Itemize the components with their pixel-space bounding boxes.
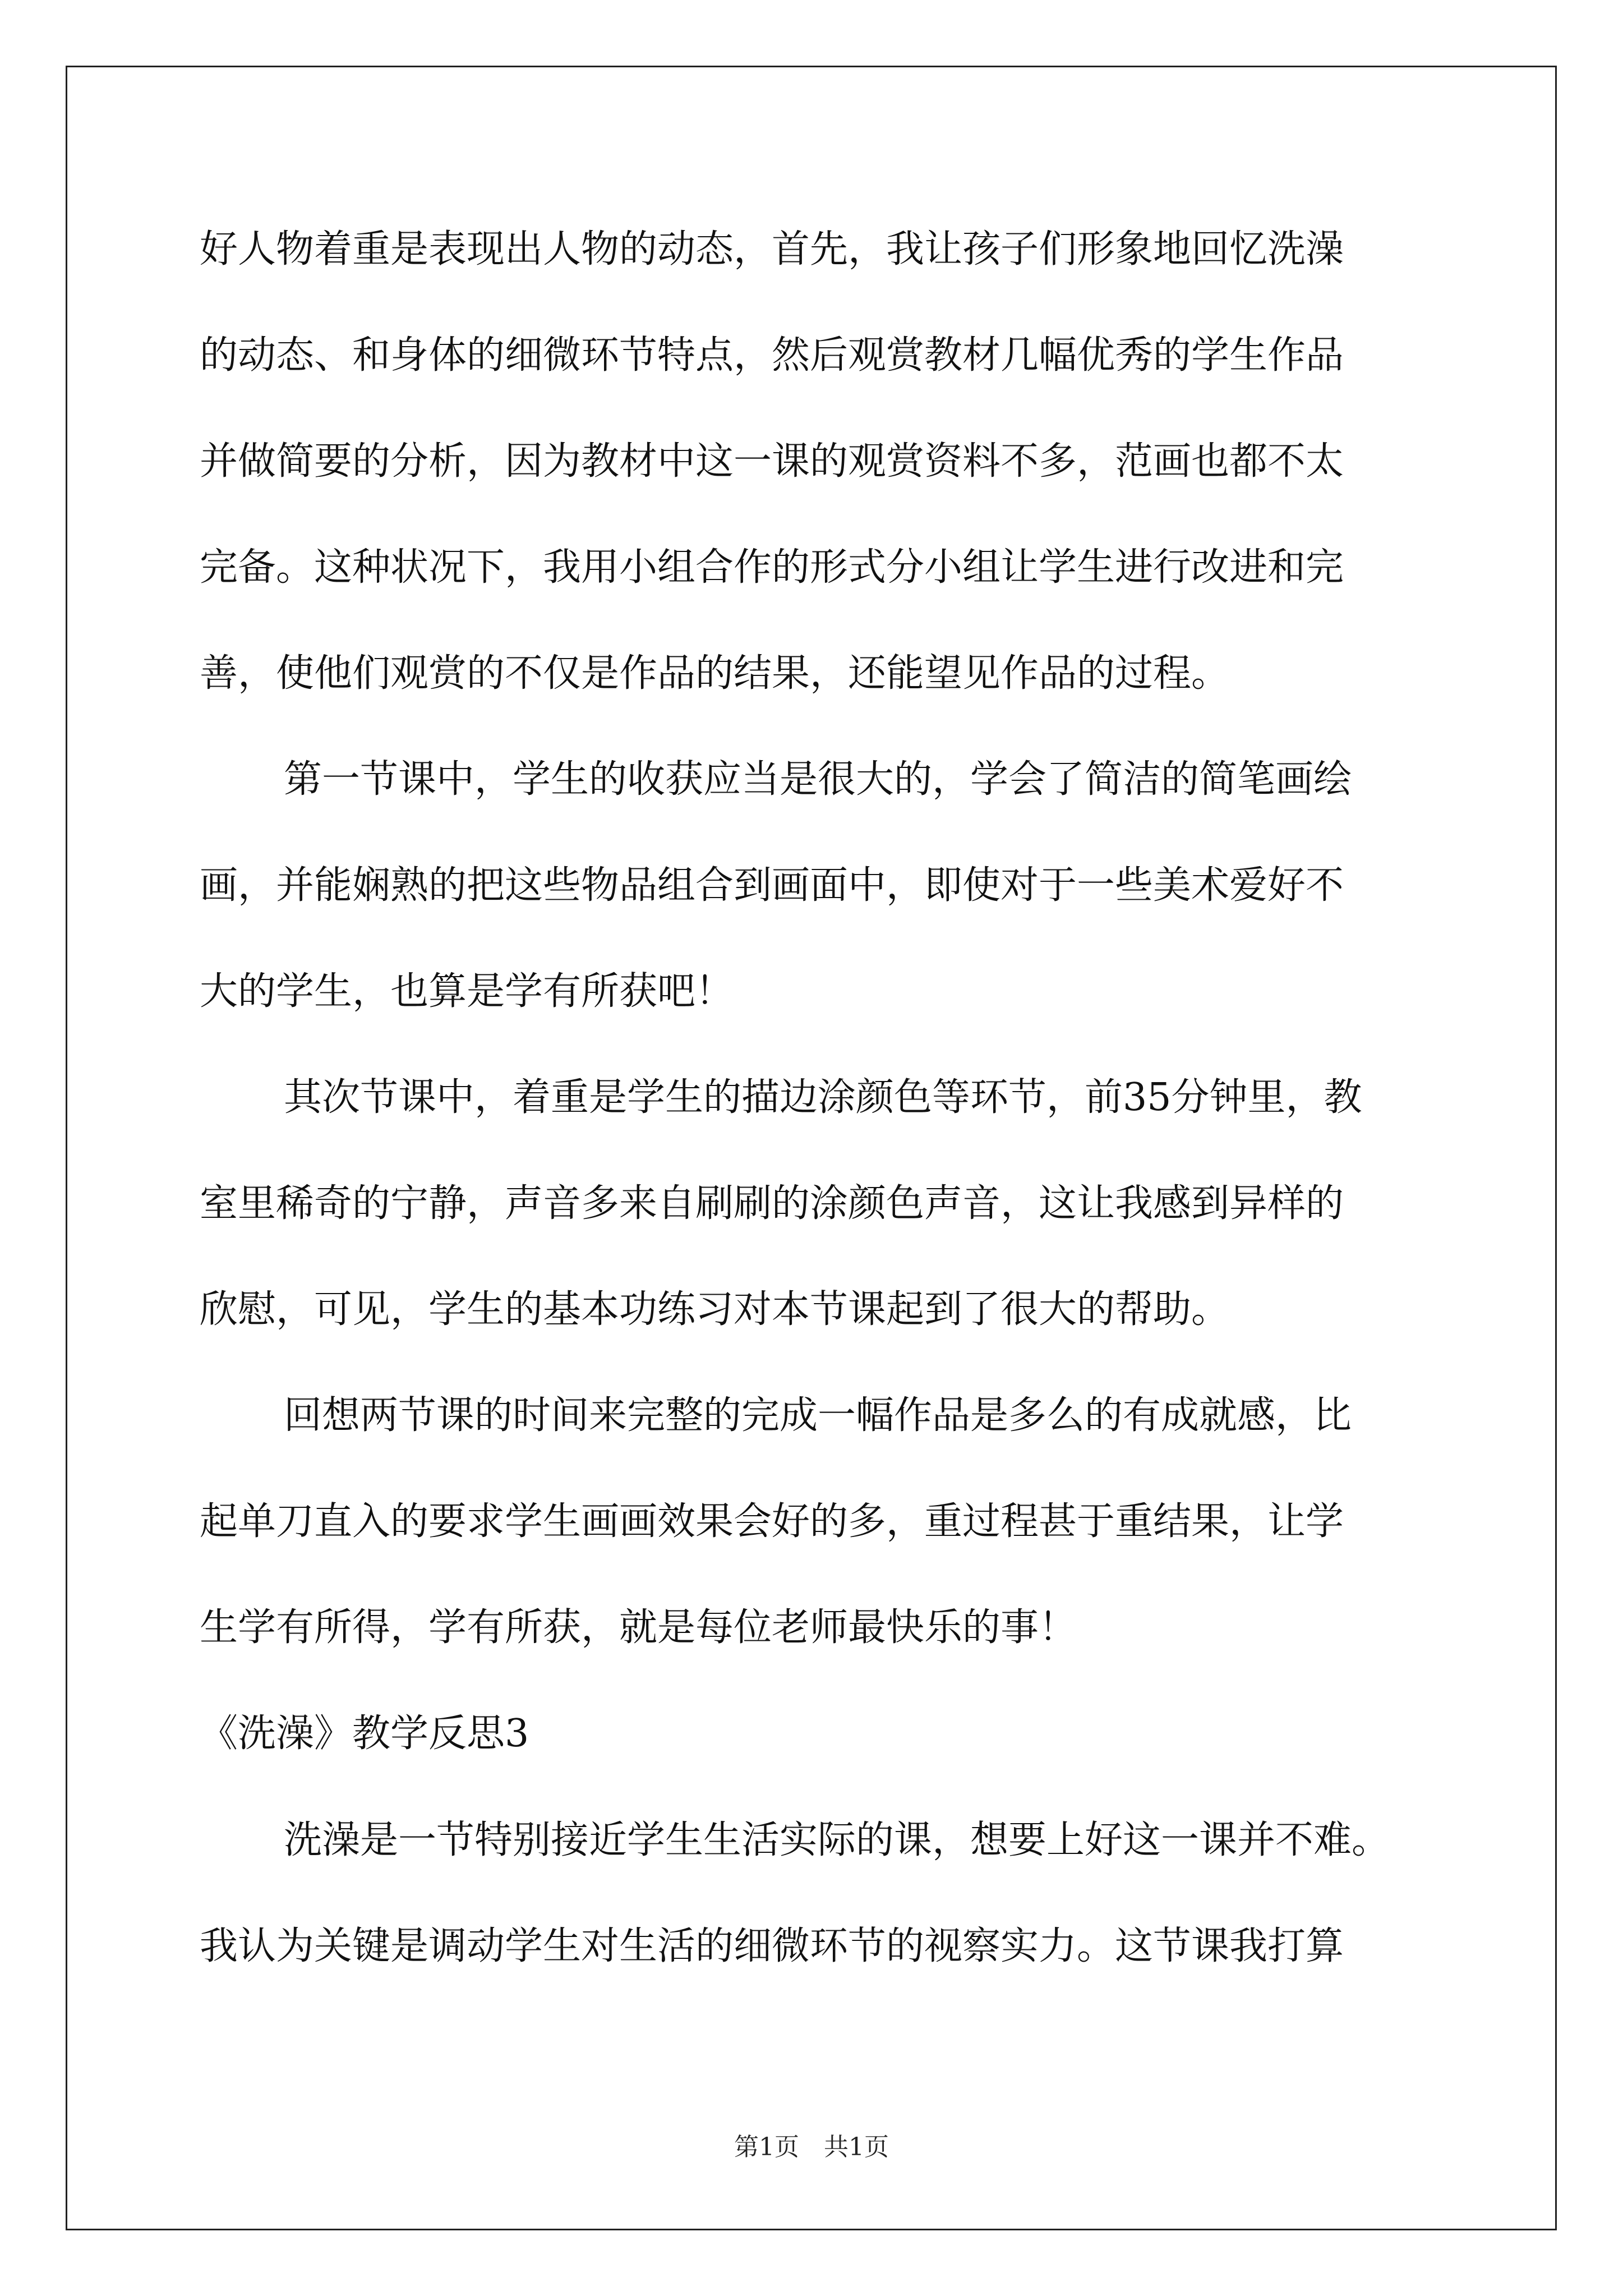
text-line: 并做简要的分析，因为教材中这一课的观赏资料不多，范画也都不太 (200, 439, 1344, 484)
paragraph-start-line: 其次节课中，着重是学生的描边涂颜色等环节，前35分钟里，教 (284, 1075, 1362, 1120)
text-line: 欣慰，可见，学生的基本功练习对本节课起到了很大的帮助。 (200, 1287, 1230, 1332)
text-line: 善，使他们观赏的不仅是作品的结果，还能望见作品的过程。 (200, 651, 1230, 696)
text-line: 完备。这种状况下，我用小组合作的形式分小组让学生进行改进和完 (200, 545, 1344, 590)
text-line: 我认为关键是调动学生对生活的细微环节的视察实力。这节课我打算 (200, 1924, 1344, 1968)
paragraph-start-line: 第一节课中，学生的收获应当是很大的，学会了简洁的简笔画绘 (284, 757, 1352, 802)
text-line: 大的学生，也算是学有所获吧！ (200, 969, 734, 1014)
text-line: 好人物着重是表现出人物的动态，首先，我让孩子们形象地回忆洗澡 (200, 227, 1344, 272)
text-line: 室里稀奇的宁静，声音多来自刷刷的涂颜色声音，这让我感到异样的 (200, 1181, 1344, 1226)
text-line: 画，并能娴熟的把这些物品组合到画面中，即使对于一些美术爱好不 (200, 863, 1344, 908)
text-line: 生学有所得，学有所获，就是每位老师最快乐的事！ (200, 1605, 1077, 1650)
text-line: 的动态、和身体的细微环节特点，然后观赏教材几幅优秀的学生作品 (200, 333, 1344, 378)
document-body (200, 213, 1422, 2016)
paragraph-start-line: 洗澡是一节特别接近学生生活实际的课，想要上好这一课并不难。 (284, 1818, 1390, 1862)
section-heading: 《洗澡》教学反思3 (200, 1711, 529, 1756)
page-footer: 第1页 共1页 (734, 2133, 889, 2161)
text-line: 起单刀直入的要求学生画画效果会好的多，重过程甚于重结果，让学 (200, 1499, 1344, 1544)
paragraph-start-line: 回想两节课的时间来完整的完成一幅作品是多么的有成就感，比 (284, 1393, 1352, 1438)
